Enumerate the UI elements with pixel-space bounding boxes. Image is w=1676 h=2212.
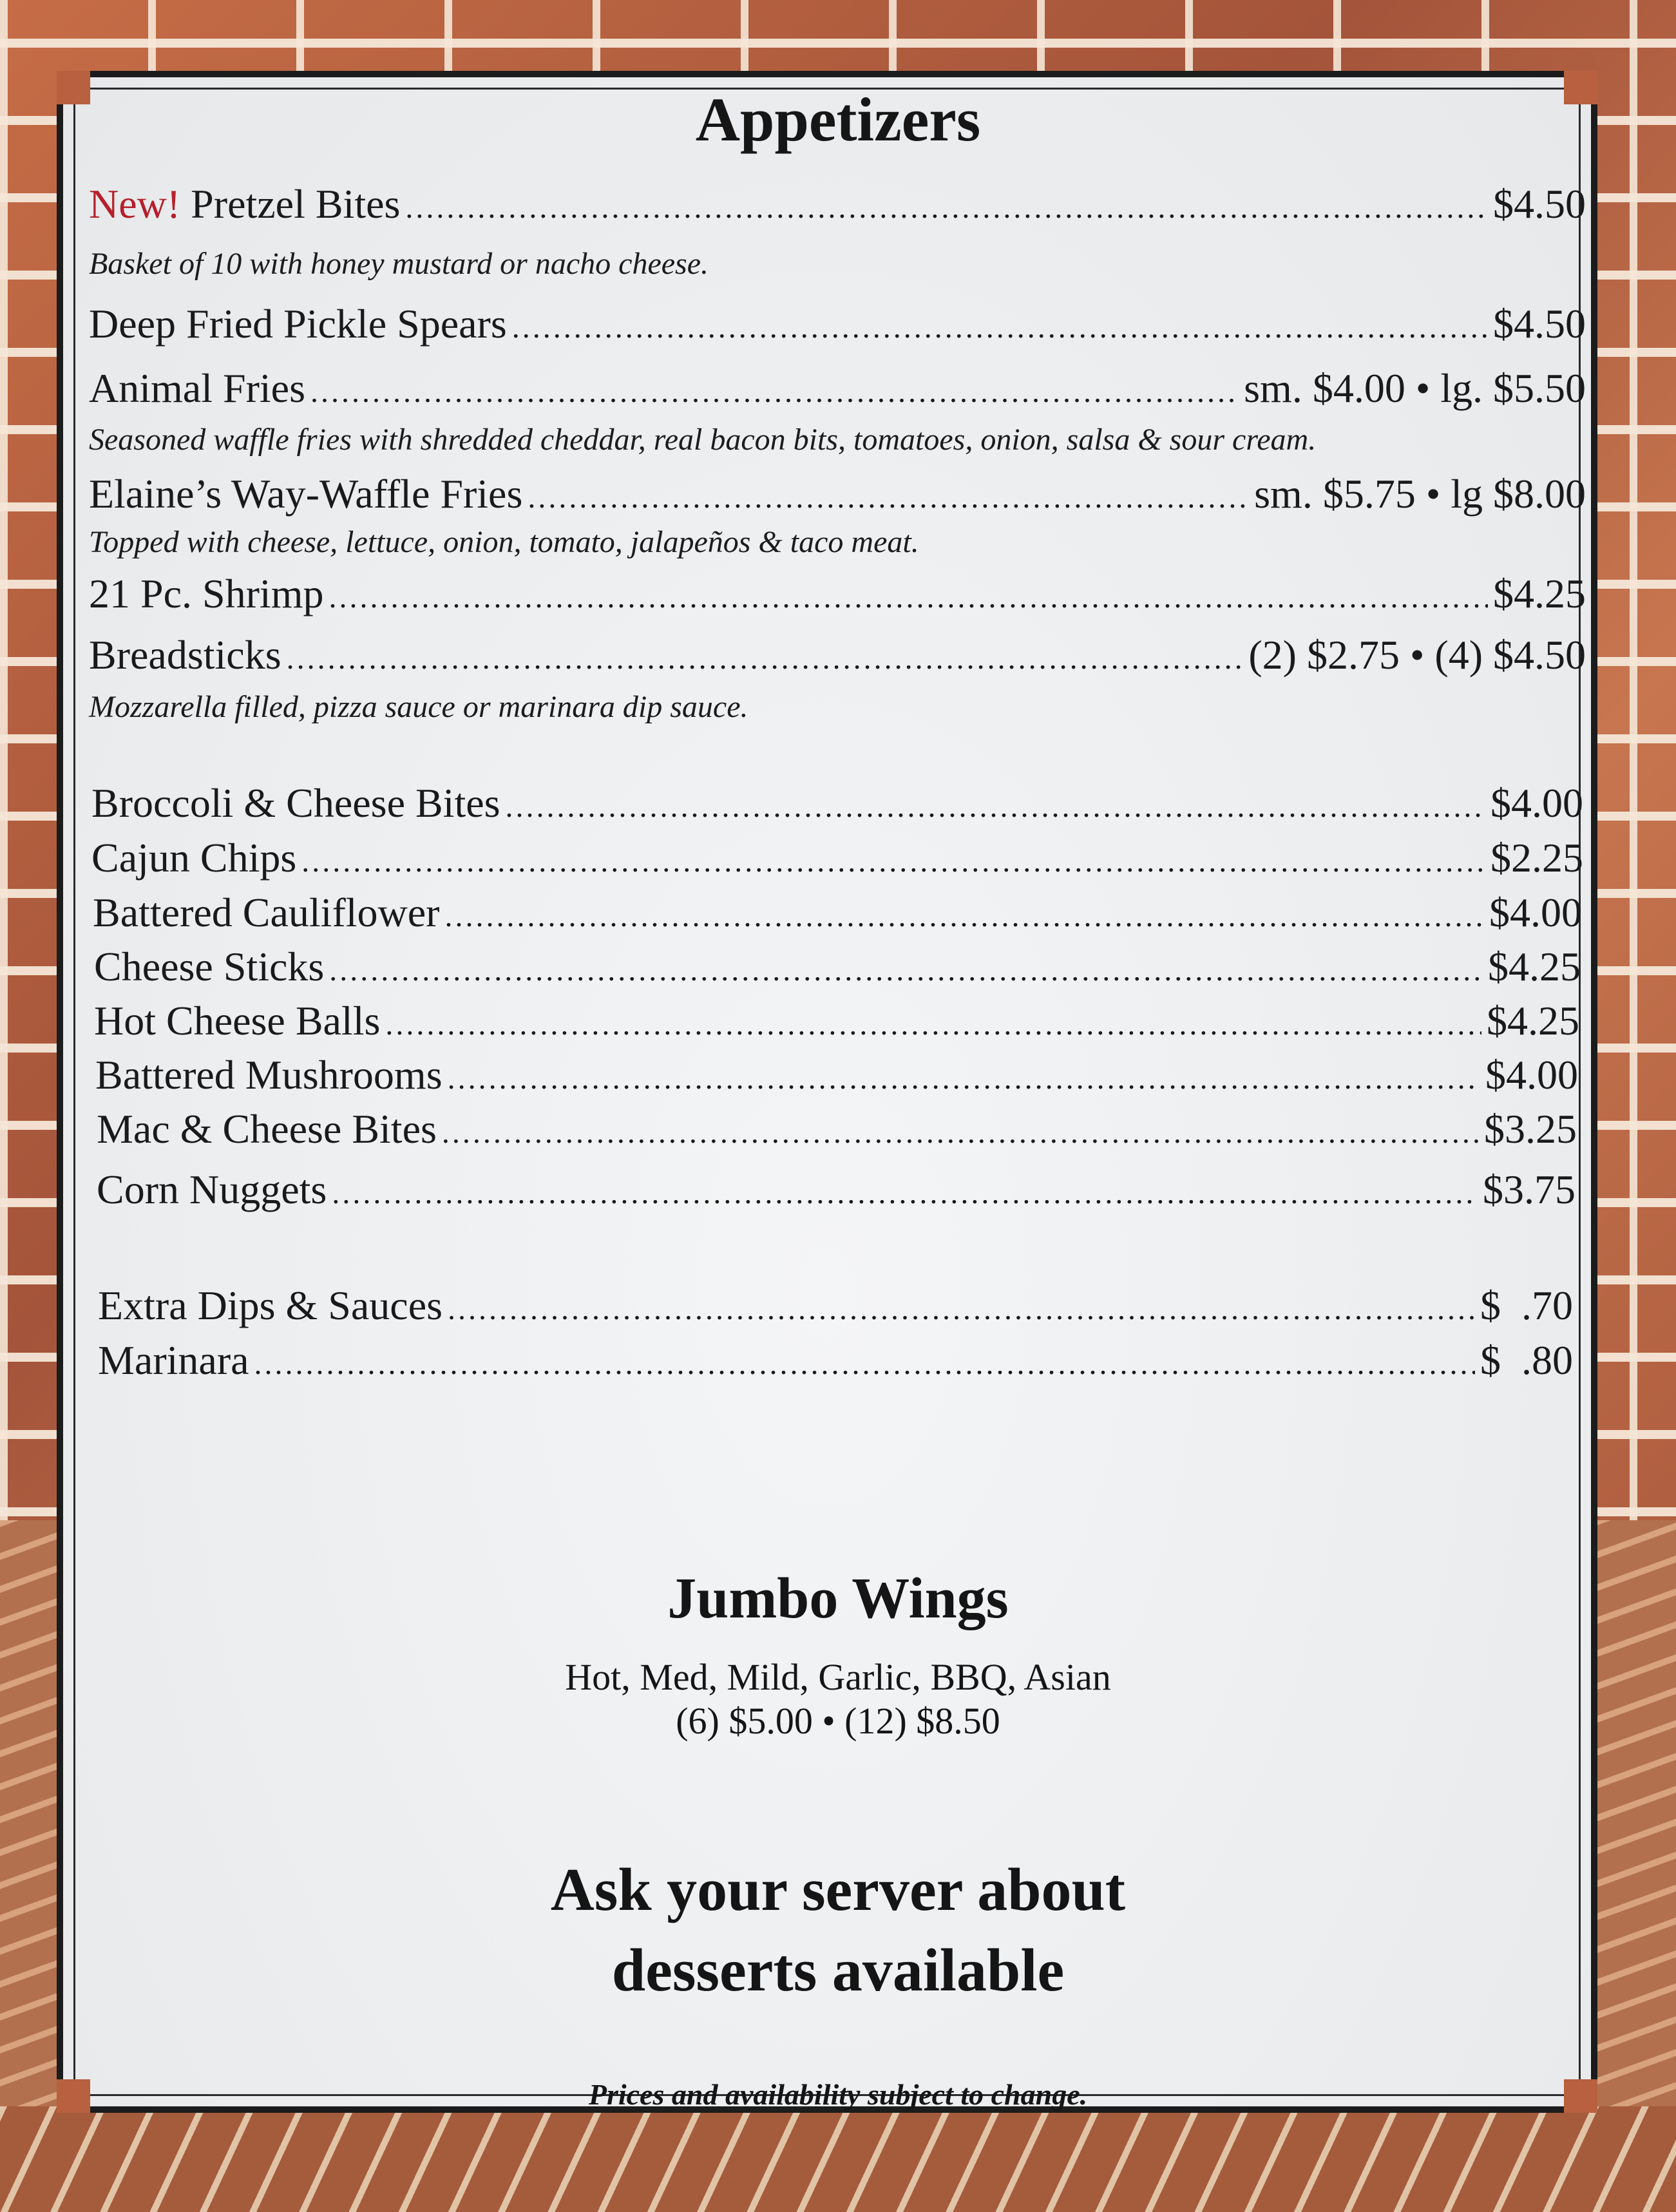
dot-leader — [254, 1346, 1475, 1382]
dot-leader — [329, 580, 1488, 615]
dot-leader — [512, 310, 1488, 345]
dot-leader — [448, 1292, 1475, 1327]
menu-item-name: Deep Fried Pickle Spears — [89, 301, 507, 347]
menu-item-description: Topped with cheese, lettuce, onion, tomato, jalapeños & taco meat. — [89, 525, 919, 559]
menu-item — [97, 1105, 1577, 1153]
menu-item-name: Cheese Sticks — [94, 944, 325, 989]
menu-item-name: 21 Pc. Shrimp — [89, 571, 324, 616]
menu-item — [89, 470, 1586, 518]
dot-leader — [329, 953, 1483, 988]
new-badge: New! — [89, 181, 181, 227]
menu-item — [93, 889, 1582, 937]
dot-leader — [287, 641, 1244, 676]
menu-item — [98, 1282, 1573, 1330]
menu-item — [89, 300, 1586, 348]
dot-leader — [506, 789, 1485, 825]
menu-title: Appetizers — [695, 85, 981, 154]
menu-item-price: $4.00 — [1490, 780, 1583, 826]
menu-item-price: $4.25 — [1487, 998, 1579, 1044]
menu-item-price: (2) $2.75 • (4) $4.50 — [1248, 632, 1586, 678]
dot-leader — [448, 1061, 1480, 1096]
menu-item-price: $4.50 — [1493, 301, 1586, 347]
dot-leader — [310, 374, 1239, 410]
menu-item — [98, 1337, 1573, 1384]
desserts-line-2: desserts available — [611, 1937, 1065, 2004]
menu-item-price: $2.25 — [1490, 835, 1583, 881]
wings-title: Jumbo Wings — [667, 1567, 1009, 1630]
dot-leader — [442, 1115, 1479, 1150]
menu-item-price: $4.00 — [1485, 1052, 1578, 1098]
menu-item-name: Cajun Chips — [91, 835, 297, 881]
menu-item — [97, 1166, 1576, 1214]
menu-item-price: $ .80 — [1480, 1337, 1573, 1383]
menu-item-name: Hot Cheese Balls — [94, 998, 381, 1044]
menu-item-price: $4.25 — [1493, 571, 1586, 616]
menu-item-price: $ .70 — [1480, 1282, 1573, 1328]
menu-item-name: New! Pretzel Bites — [89, 181, 401, 227]
floor-bottom-decoration — [0, 2106, 1676, 2212]
menu-item-description: Seasoned waffle fries with shredded cheddar, real bacon bits, tomatoes, onion, salsa & sour cream. — [89, 423, 1317, 457]
wings-prices: (6) $5.00 • (12) $8.50 — [676, 1700, 1000, 1742]
dot-leader — [405, 190, 1488, 225]
menu-item — [89, 180, 1586, 228]
menu-item — [89, 631, 1586, 679]
menu-item-name: Corn Nuggets — [97, 1167, 327, 1212]
menu-item-name: Animal Fries — [89, 365, 305, 411]
dot-leader — [301, 844, 1485, 879]
menu-item-name: Broccoli & Cheese Bites — [91, 780, 500, 826]
menu-item-name: Breadsticks — [89, 632, 281, 678]
wings-flavors: Hot, Med, Mild, Garlic, BBQ, Asian — [565, 1656, 1111, 1698]
menu-item — [94, 997, 1579, 1045]
menu-item-price: sm. $5.75 • lg $8.00 — [1254, 471, 1586, 517]
dot-leader — [528, 480, 1249, 515]
menu-item-description: Basket of 10 with honey mustard or nacho cheese. — [89, 247, 709, 281]
menu-item-name: Battered Cauliflower — [93, 890, 440, 935]
menu-item-name: Extra Dips & Sauces — [98, 1282, 443, 1328]
menu-item-price: $4.25 — [1488, 944, 1581, 989]
desserts-line-1: Ask your server about — [550, 1856, 1126, 1923]
menu-item — [94, 943, 1581, 991]
dot-leader — [385, 1007, 1481, 1042]
menu-item — [91, 834, 1583, 882]
footnote: Prices and availability subject to change. — [588, 2078, 1088, 2111]
menu-item — [95, 1051, 1578, 1099]
menu-item — [91, 779, 1583, 827]
menu-item-description: Mozzarella filled, pizza sauce or marinara dip sauce. — [89, 690, 748, 724]
dot-leader — [332, 1176, 1478, 1211]
menu-item-price: $4.00 — [1489, 890, 1582, 935]
menu-item — [89, 365, 1586, 412]
menu-item-price: $4.50 — [1493, 181, 1586, 227]
menu-item-name: Mac & Cheese Bites — [97, 1106, 437, 1152]
menu-item-name: Battered Mushrooms — [95, 1052, 443, 1098]
menu-item-name: Marinara — [98, 1337, 249, 1383]
menu-item — [89, 570, 1586, 618]
menu-item-name: Elaine’s Way-Waffle Fries — [89, 471, 523, 517]
menu-item-price: $3.25 — [1484, 1106, 1577, 1152]
menu-item-price: $3.75 — [1483, 1167, 1576, 1212]
dot-leader — [444, 899, 1484, 934]
menu-item-price: sm. $4.00 • lg. $5.50 — [1244, 365, 1586, 411]
